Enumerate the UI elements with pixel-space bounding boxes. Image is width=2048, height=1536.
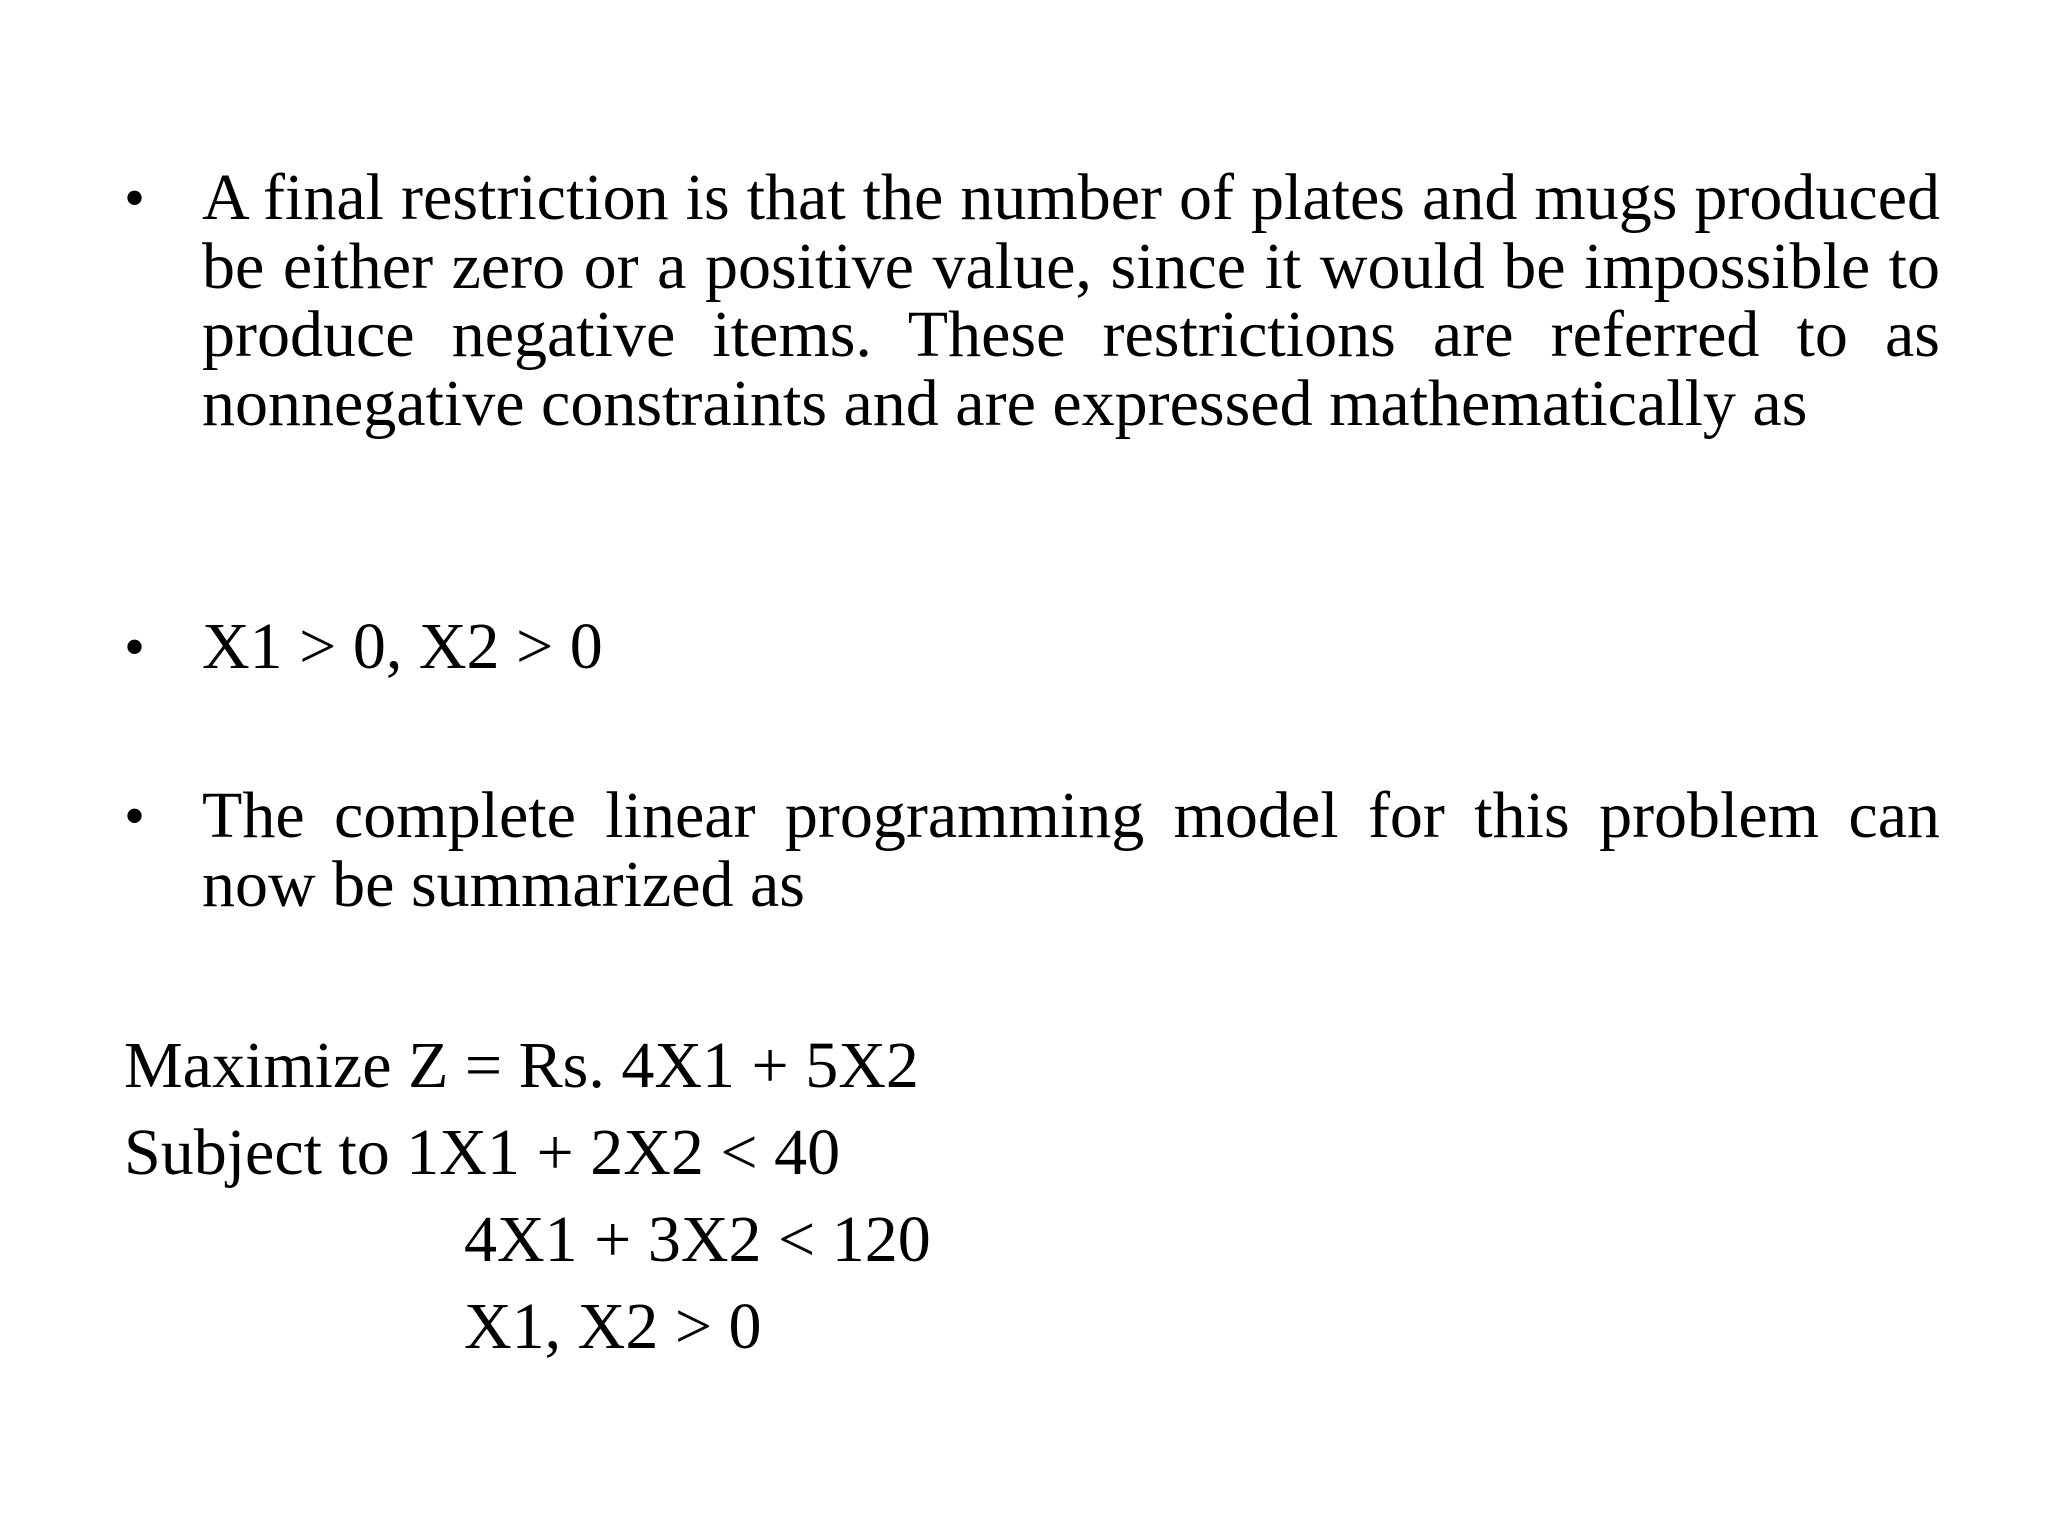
bullet-text: A final restriction is that the number of plates and mugs produced be either zero or a positive value, since it would be impossible to produce negative items. These restrictions are referred to as nonnegative constraints and are expressed mathematically as bbox=[202, 161, 1940, 440]
constraint-2: 4X1 + 3X2 < 120 bbox=[464, 1203, 931, 1276]
lp-model bbox=[124, 1022, 931, 1370]
bullet-icon: • bbox=[124, 165, 146, 231]
bullet-icon: • bbox=[124, 783, 146, 849]
bullet-text: X1 > 0, X2 > 0 bbox=[202, 610, 603, 683]
nonnegativity-constraint: X1, X2 > 0 bbox=[464, 1290, 762, 1363]
bullet-icon: • bbox=[124, 614, 146, 680]
constraint-1: Subject to 1X1 + 2X2 < 40 bbox=[124, 1116, 841, 1189]
bullet-text: The complete linear programming model for this problem can now be summarized as bbox=[202, 779, 1940, 921]
objective-function: Maximize Z = Rs. 4X1 + 5X2 bbox=[124, 1029, 919, 1102]
